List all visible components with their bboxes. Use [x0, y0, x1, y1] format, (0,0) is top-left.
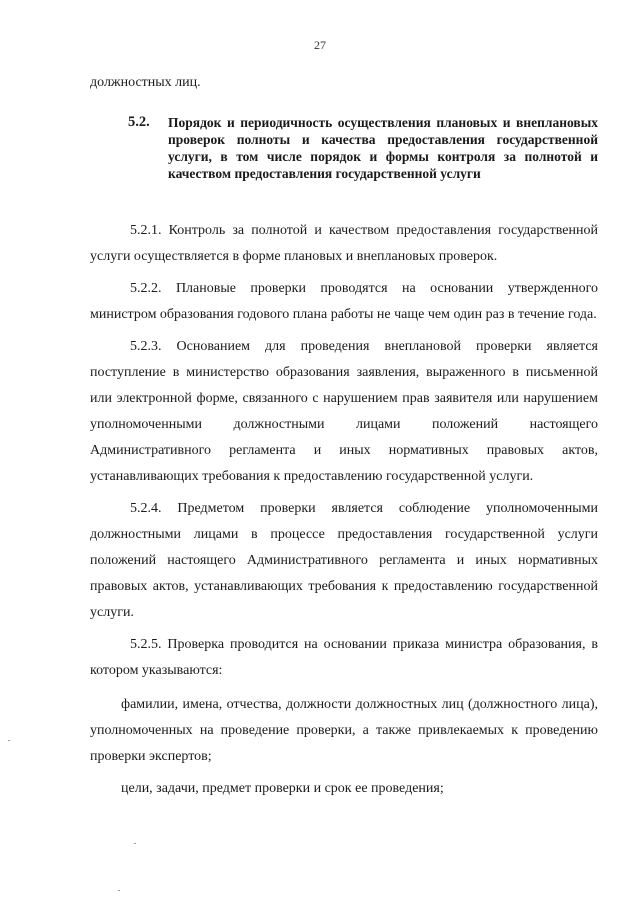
paragraph-5-2-4: 5.2.4. Предметом проверки является соблюдение уполномоченными должностными лицами в процессе предоставления государственной услуги положений настоящего Административного регламента и иных нормативных правовых актов, устанавливающих требования к предоставлению государственной услуги. [90, 501, 598, 620]
paragraph-5-2-3: 5.2.3. Основанием для проведения внеплановой проверки является поступление в министерство образования заявления, выраженного в письменной или электронной форме, связанного с нарушением прав заявителя или нарушением уполномоченными должностными лицами положений настоящего Административного регламента и иных нормативных правовых актов, устанавливающих требования к предоставлению государственной услуги. [90, 339, 598, 484]
body-text [90, 218, 598, 808]
paragraph-5-2-1: 5.2.1. Контроль за полнотой и качеством предоставления государственной услуги осуществляется в форме плановых и внеплановых проверок. [90, 223, 598, 264]
scan-speck [118, 890, 120, 891]
section-title: Порядок и периодичность осуществления плановых и внеплановых проверок полноты и качества предоставления государственной услуги, в том числе порядок и формы контроля за полнотой и качеством предоставления государственной услуги [168, 115, 598, 181]
continuation-text: должностных лиц. [90, 75, 201, 90]
list-item-goals: цели, задачи, предмет проверки и срок ее проведения; [121, 781, 444, 796]
paragraph-5-2-5: 5.2.5. Проверка проводится на основании приказа министра образования, в котором указываются: [90, 637, 598, 678]
list-item-officials: фамилии, имена, отчества, должности должностных лиц (должностного лица), уполномоченных на проведение проверки, а также привлекаемых к проведению проверки экспертов; [90, 697, 598, 764]
scan-speck [8, 740, 10, 741]
section-number: 5.2. [128, 114, 150, 130]
paragraph-5-2-2: 5.2.2. Плановые проверки проводятся на основании утвержденного министром образования годового плана работы не чаще чем один раз в течение года. [90, 281, 598, 322]
scan-speck [134, 843, 136, 844]
page-number: 27 [314, 38, 326, 52]
